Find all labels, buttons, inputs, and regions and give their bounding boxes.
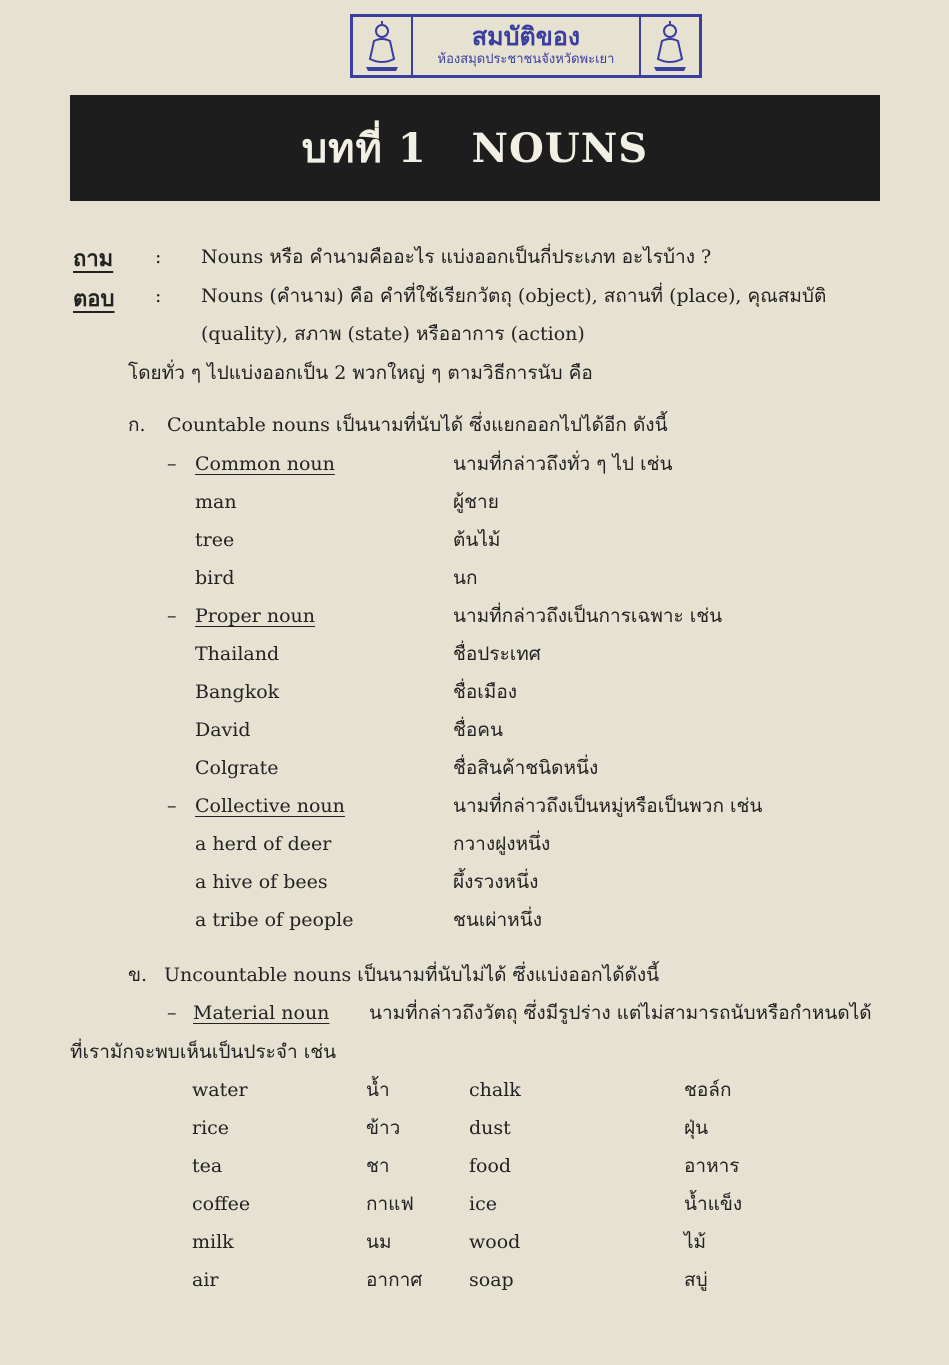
example-en: David	[195, 719, 251, 741]
example-en: a hive of bees	[195, 871, 328, 893]
example-th: ชนเผ่าหนึ่ง	[453, 909, 542, 931]
group-desc: นามที่กล่าวถึงทั่ว ๆ ไป เช่น	[453, 453, 673, 475]
intro-text: โดยทั่ว ๆ ไปแบ่งออกเป็น 2 พวกใหญ่ ๆ ตามวิธีการนับ คือ	[128, 362, 593, 384]
group-desc: นามที่กล่าวถึงเป็นหมู่หรือเป็นพวก เช่น	[453, 795, 763, 817]
example-th: ชื่อเมือง	[453, 681, 518, 703]
word-en: chalk	[469, 1079, 521, 1101]
material-desc-2: ที่เรามักจะพบเห็นเป็นประจำ เช่น	[70, 1041, 337, 1063]
word-th: ชอล์ก	[684, 1079, 732, 1101]
word-en: water	[192, 1079, 248, 1101]
section-a-heading	[167, 413, 668, 437]
example-th: ชื่อสินค้าชนิดหนึ่ง	[453, 757, 599, 779]
example-en: Bangkok	[195, 681, 280, 703]
answer-line-1: Nouns (คำนาม) คือ คำที่ใช้เรียกวัตถุ (object), สถานที่ (place), คุณสมบัติ	[201, 285, 827, 307]
example-en: a tribe of people	[195, 909, 354, 931]
example-th: กวางฝูงหนึ่ง	[453, 833, 551, 855]
word-th: ไม้	[684, 1231, 707, 1253]
stamp-text	[411, 17, 641, 75]
question-label: ถาม	[73, 246, 114, 272]
word-en: dust	[469, 1117, 511, 1139]
question-text: Nouns หรือ คำนามคืออะไร แบ่งออกเป็นกี่ประเภท อะไรบ้าง ?	[201, 246, 712, 268]
group-dash: –	[167, 795, 177, 817]
word-en: rice	[192, 1117, 230, 1139]
example-en: bird	[195, 567, 235, 589]
example-en: tree	[195, 529, 235, 551]
material-noun-name: Material noun	[193, 1002, 330, 1024]
answer-colon: :	[155, 285, 162, 307]
word-en: milk	[192, 1231, 234, 1253]
group-name-common-noun: Common noun	[195, 453, 335, 475]
buddha-icon	[353, 17, 411, 75]
example-th: ผึ้งรวงหนึ่ง	[453, 871, 539, 893]
group-dash: –	[167, 605, 177, 627]
stamp-line-2: ห้องสมุดประชาชนจังหวัดพะเยา	[437, 52, 615, 67]
example-en: Thailand	[195, 643, 280, 665]
word-en: food	[469, 1155, 512, 1177]
section-a-desc: เป็นนามที่นับได้ ซึ่งแยกออกไปได้อีก ดังนี้	[335, 414, 668, 436]
word-th: สบู่	[684, 1269, 708, 1291]
library-stamp	[350, 14, 702, 78]
word-th: น้ำแข็ง	[684, 1193, 743, 1215]
section-b-desc: เป็นนามที่นับไม่ได้ ซึ่งแบ่งออกได้ดังนี้	[357, 964, 660, 986]
example-th: นก	[453, 567, 478, 589]
word-en: soap	[469, 1269, 514, 1291]
word-th: ฝุ่น	[684, 1117, 709, 1139]
word-th: กาแฟ	[366, 1193, 414, 1215]
word-th: อาหาร	[684, 1155, 740, 1177]
chapter-number: บทที่ 1	[301, 125, 427, 172]
chapter-title: NOUNS	[471, 124, 649, 172]
example-en: Colgrate	[195, 757, 279, 779]
example-th: ต้นไม้	[453, 529, 501, 551]
word-en: ice	[469, 1193, 497, 1215]
answer-label: ตอบ	[73, 286, 115, 312]
word-th: ชา	[366, 1155, 390, 1177]
example-en: man	[195, 491, 237, 513]
answer-line-2: (quality), สภาพ (state) หรืออาการ (action)	[201, 323, 585, 345]
material-dash: –	[167, 1002, 177, 1024]
example-th: ผู้ชาย	[453, 491, 499, 513]
word-th: น้ำ	[366, 1079, 390, 1101]
buddha-icon	[641, 17, 699, 75]
stamp-line-1: สมบัติของ	[471, 22, 581, 51]
example-th: ชื่อประเทศ	[453, 643, 541, 665]
example-en: a herd of deer	[195, 833, 332, 855]
word-en: air	[192, 1269, 219, 1291]
word-th: อากาศ	[366, 1269, 423, 1291]
group-name-collective-noun: Collective noun	[195, 795, 345, 817]
section-b-heading	[164, 963, 659, 987]
chapter-banner	[70, 95, 880, 201]
word-en: wood	[469, 1231, 521, 1253]
section-b-marker: ข.	[128, 964, 148, 986]
section-a-marker: ก.	[128, 414, 146, 436]
word-en: tea	[192, 1155, 223, 1177]
question-colon: :	[155, 246, 162, 268]
material-desc-1: นามที่กล่าวถึงวัตถุ ซึ่งมีรูปร่าง แต่ไม่สามารถนับหรือกำหนดได้	[369, 1002, 872, 1024]
word-en: coffee	[192, 1193, 251, 1215]
group-dash: –	[167, 453, 177, 475]
group-desc: นามที่กล่าวถึงเป็นการเฉพาะ เช่น	[453, 605, 723, 627]
word-th: นม	[366, 1231, 392, 1253]
word-th: ข้าว	[366, 1117, 401, 1139]
section-a-title: Countable nouns	[167, 414, 330, 436]
group-name-proper-noun: Proper noun	[195, 605, 315, 627]
section-b-title: Uncountable nouns	[164, 964, 352, 986]
example-th: ชื่อคน	[453, 719, 504, 741]
